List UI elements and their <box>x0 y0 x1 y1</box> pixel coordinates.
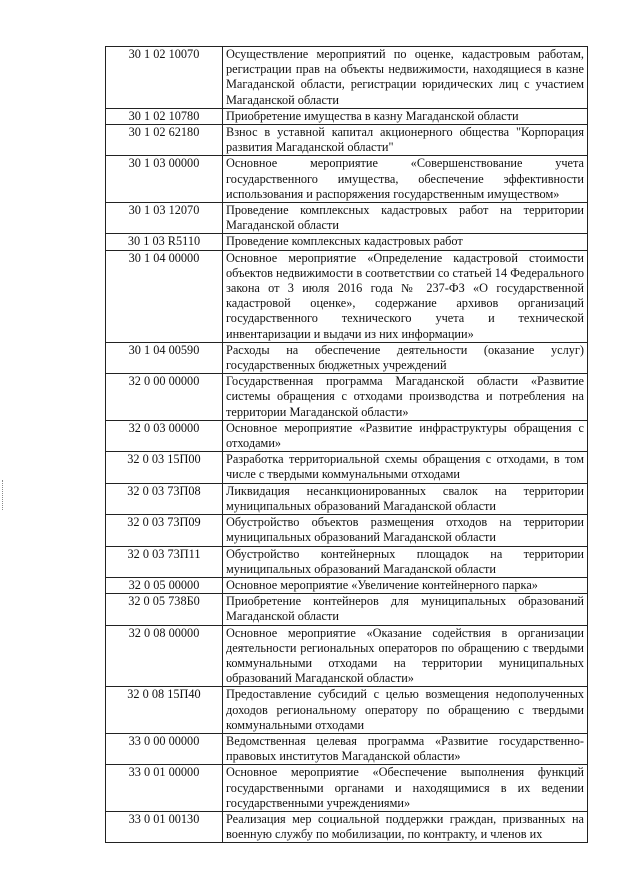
scan-margin-mark <box>2 480 5 510</box>
row-code: 30 1 04 00000 <box>106 250 223 342</box>
table-row <box>106 733 588 764</box>
row-code: 32 0 05 738Б0 <box>106 594 223 625</box>
table-body <box>106 47 588 843</box>
row-code: 32 0 03 73П11 <box>106 546 223 577</box>
row-code: 32 0 03 73П09 <box>106 515 223 546</box>
table-row <box>106 125 588 156</box>
row-code: 33 0 01 00130 <box>106 811 223 842</box>
row-description: Основное мероприятие «Совершенствование учета государственного имущества, обеспечение эффективности использования и распоряжения государственным имуществом» <box>223 156 588 203</box>
table-row <box>106 483 588 514</box>
row-description: Государственная программа Магаданской области «Развитие системы обращения с отходами производства и потребления на территории Магаданской области» <box>223 374 588 421</box>
table-row <box>106 250 588 342</box>
table-row <box>106 452 588 483</box>
budget-classification-table <box>105 46 588 843</box>
row-description: Предоставление субсидий с целью возмещения недополученных доходов региональному оператору по обращению с твердыми коммунальными отходами <box>223 687 588 734</box>
row-description: Обустройство контейнерных площадок на территории муниципальных образований Магаданской области <box>223 546 588 577</box>
row-code: 32 0 03 00000 <box>106 420 223 451</box>
row-code: 32 0 00 00000 <box>106 374 223 421</box>
row-description: Проведение комплексных кадастровых работ на территории Магаданской области <box>223 203 588 234</box>
table-row <box>106 156 588 203</box>
table-row <box>106 687 588 734</box>
row-code: 30 1 02 62180 <box>106 125 223 156</box>
row-description: Расходы на обеспечение деятельности (оказание услуг) государственных бюджетных учреждений <box>223 342 588 373</box>
row-description: Основное мероприятие «Увеличение контейнерного парка» <box>223 577 588 593</box>
row-description: Основное мероприятие «Развитие инфраструктуры обращения с отходами» <box>223 420 588 451</box>
table-row <box>106 811 588 842</box>
row-description: Приобретение контейнеров для муниципальных образований Магаданской области <box>223 594 588 625</box>
row-description: Основное мероприятие «Оказание содействия в организации деятельности региональных операторов по обращению с твердыми коммунальными отходами на территории муниципальных образований Магаданской области» <box>223 625 588 687</box>
table-row <box>106 515 588 546</box>
row-code: 33 0 01 00000 <box>106 765 223 812</box>
row-code: 32 0 03 15П00 <box>106 452 223 483</box>
table-row <box>106 342 588 373</box>
table-row <box>106 765 588 812</box>
row-code: 30 1 03 R5110 <box>106 234 223 250</box>
row-description: Осуществление мероприятий по оценке, кадастровым работам, регистрации прав на объекты недвижимости, находящиеся в казне Магаданской области, регистрации юридических лиц с участием Магаданской области <box>223 47 588 109</box>
row-code: 30 1 03 12070 <box>106 203 223 234</box>
row-code: 30 1 03 00000 <box>106 156 223 203</box>
table-row <box>106 374 588 421</box>
table-row <box>106 47 588 109</box>
table-row <box>106 577 588 593</box>
row-code: 32 0 08 00000 <box>106 625 223 687</box>
row-code: 32 0 05 00000 <box>106 577 223 593</box>
row-description: Проведение комплексных кадастровых работ <box>223 234 588 250</box>
row-description: Основное мероприятие «Определение кадастровой стоимости объектов недвижимости в соответствии со статьей 14 Федерального закона от 3 июля 2016 года № 237-ФЗ «О государственной кадастровой оценке», содержание архивов организаций государственного технического учета и технической инвентаризации и выдачи из них информации» <box>223 250 588 342</box>
row-description: Обустройство объектов размещения отходов на территории муниципальных образований Магаданской области <box>223 515 588 546</box>
row-code: 30 1 04 00590 <box>106 342 223 373</box>
row-code: 30 1 02 10070 <box>106 47 223 109</box>
row-description: Взнос в уставной капитал акционерного общества "Корпорация развития Магаданской области" <box>223 125 588 156</box>
row-description: Приобретение имущества в казну Магаданской области <box>223 108 588 124</box>
row-description: Разработка территориальной схемы обращения с отходами, в том числе с твердыми коммунальными отходами <box>223 452 588 483</box>
table-row <box>106 594 588 625</box>
row-code: 32 0 08 15П40 <box>106 687 223 734</box>
table-row <box>106 546 588 577</box>
budget-classification-page <box>105 46 588 843</box>
row-code: 30 1 02 10780 <box>106 108 223 124</box>
row-code: 32 0 03 73П08 <box>106 483 223 514</box>
table-row <box>106 108 588 124</box>
table-row <box>106 203 588 234</box>
row-code: 33 0 00 00000 <box>106 733 223 764</box>
row-description: Ведомственная целевая программа «Развитие государственно-правовых институтов Магаданской области» <box>223 733 588 764</box>
row-description: Основное мероприятие «Обеспечение выполнения функций государственными органами и находящимися в их ведении государственными учреждениями» <box>223 765 588 812</box>
table-row <box>106 234 588 250</box>
row-description: Ликвидация несанкционированных свалок на территории муниципальных образований Магаданской области <box>223 483 588 514</box>
row-description: Реализация мер социальной поддержки граждан, призванных на военную службу по мобилизации, по контракту, и членов их <box>223 811 588 842</box>
table-row <box>106 420 588 451</box>
table-row <box>106 625 588 687</box>
